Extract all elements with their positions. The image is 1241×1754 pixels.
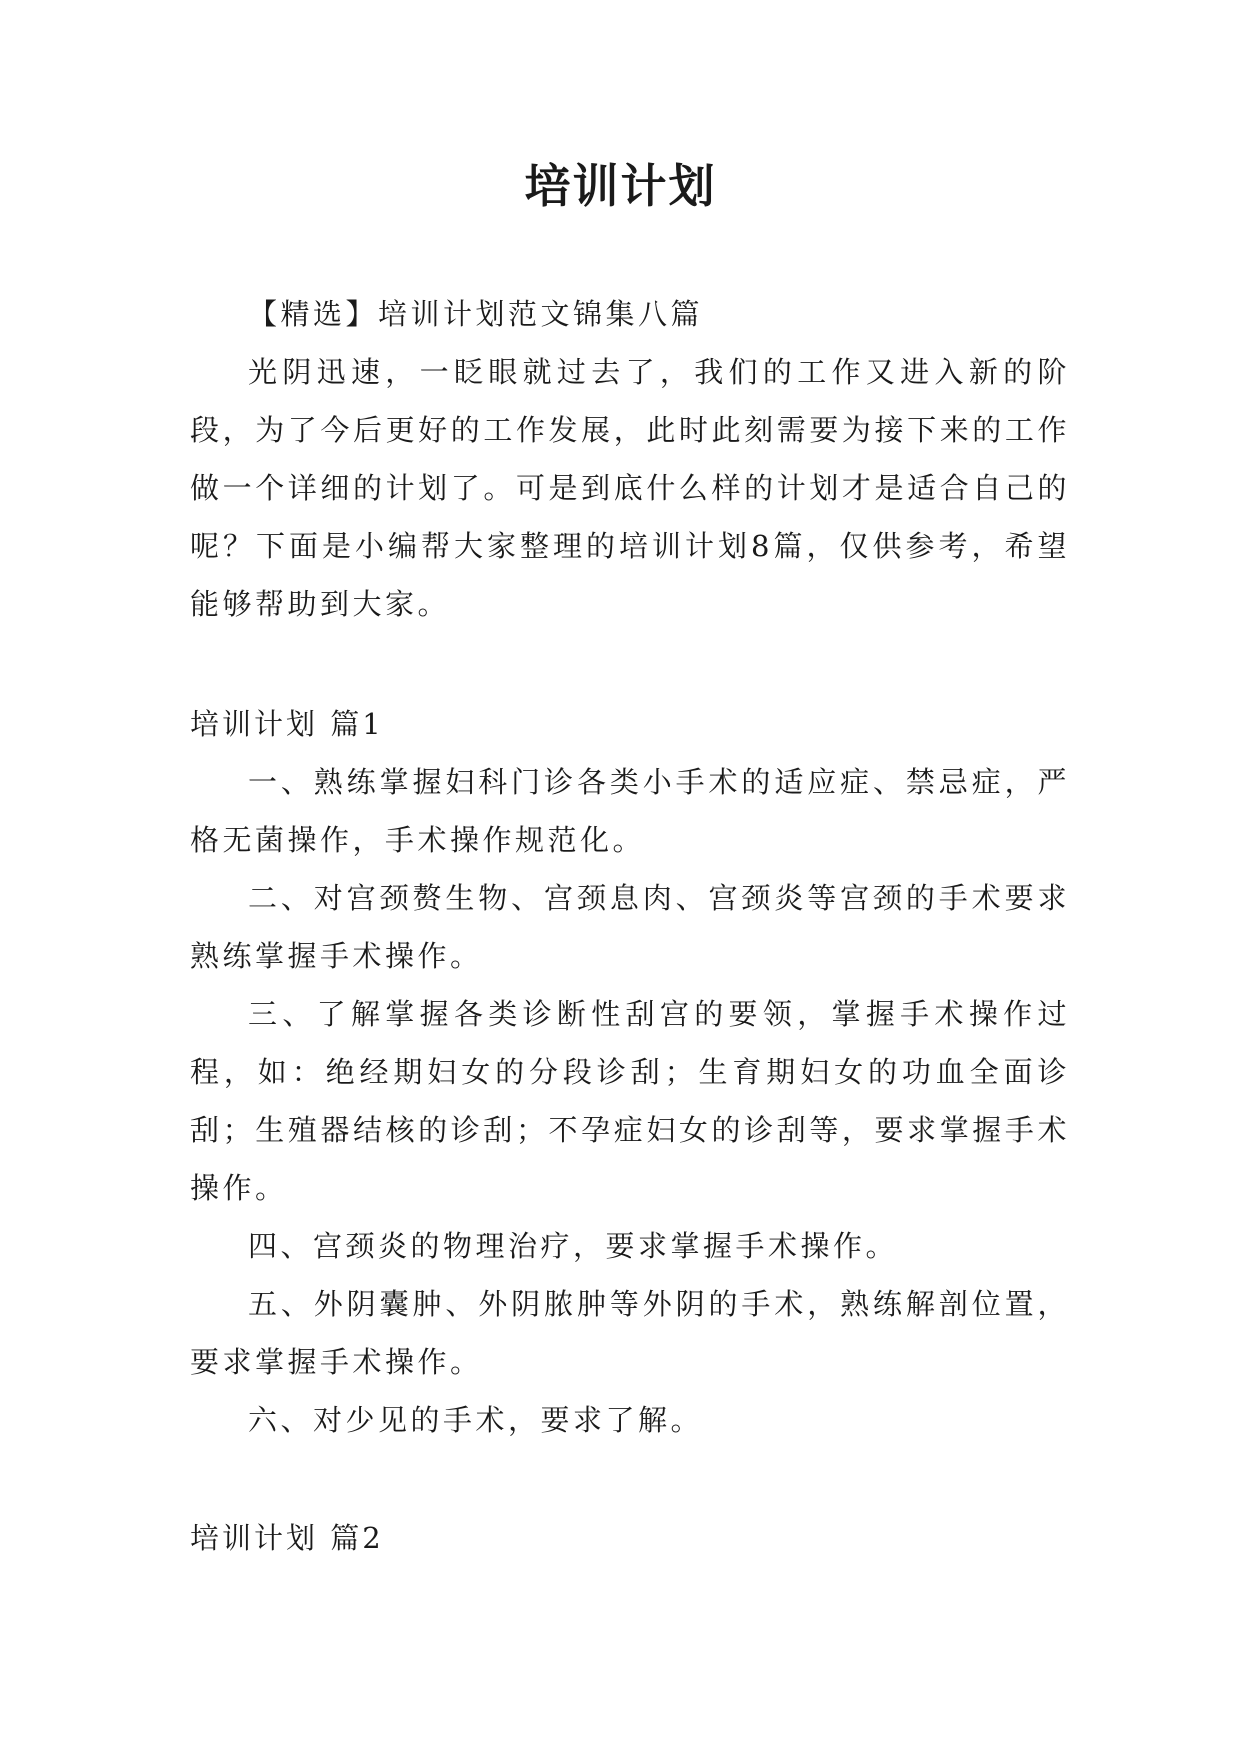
document-body: [190, 285, 1070, 1567]
section-1-paragraph-1: 一、熟练掌握妇科门诊各类小手术的适应症、禁忌症，严格无菌操作，手术操作规范化。: [190, 765, 1070, 857]
section-heading-2: 培训计划 篇2: [190, 1521, 384, 1555]
section-1-paragraph-3: 三、了解掌握各类诊断性刮宫的要领，掌握手术操作过程，如：绝经期妇女的分段诊刮；生育期妇女的功血全面诊刮；生殖器结核的诊刮；不孕症妇女的诊刮等，要求掌握手术操作。: [190, 997, 1070, 1205]
document-subtitle: 【精选】培训计划范文锦集八篇: [248, 297, 704, 331]
section-1-paragraph-5: 五、外阴囊肿、外阴脓肿等外阴的手术，熟练解剖位置，要求掌握手术操作。: [190, 1287, 1070, 1379]
intro-paragraph: 光阴迅速，一眨眼就过去了，我们的工作又进入新的阶段，为了今后更好的工作发展，此时此刻需要为接下来的工作做一个详细的计划了。可是到底什么样的计划才是适合自己的呢？下面是小编帮大家整理的培训计划8篇，仅供参考，希望能够帮助到大家。: [190, 355, 1070, 621]
document-title: 培训计划: [524, 159, 717, 213]
section-1-paragraph-2: 二、对宫颈赘生物、宫颈息肉、宫颈炎等宫颈的手术要求熟练掌握手术操作。: [190, 881, 1070, 973]
section-1-paragraph-4: 四、宫颈炎的物理治疗，要求掌握手术操作。: [248, 1229, 899, 1263]
section-1-paragraph-6: 六、对少见的手术，要求了解。: [248, 1403, 704, 1437]
section-heading-1: 培训计划 篇1: [190, 707, 384, 741]
